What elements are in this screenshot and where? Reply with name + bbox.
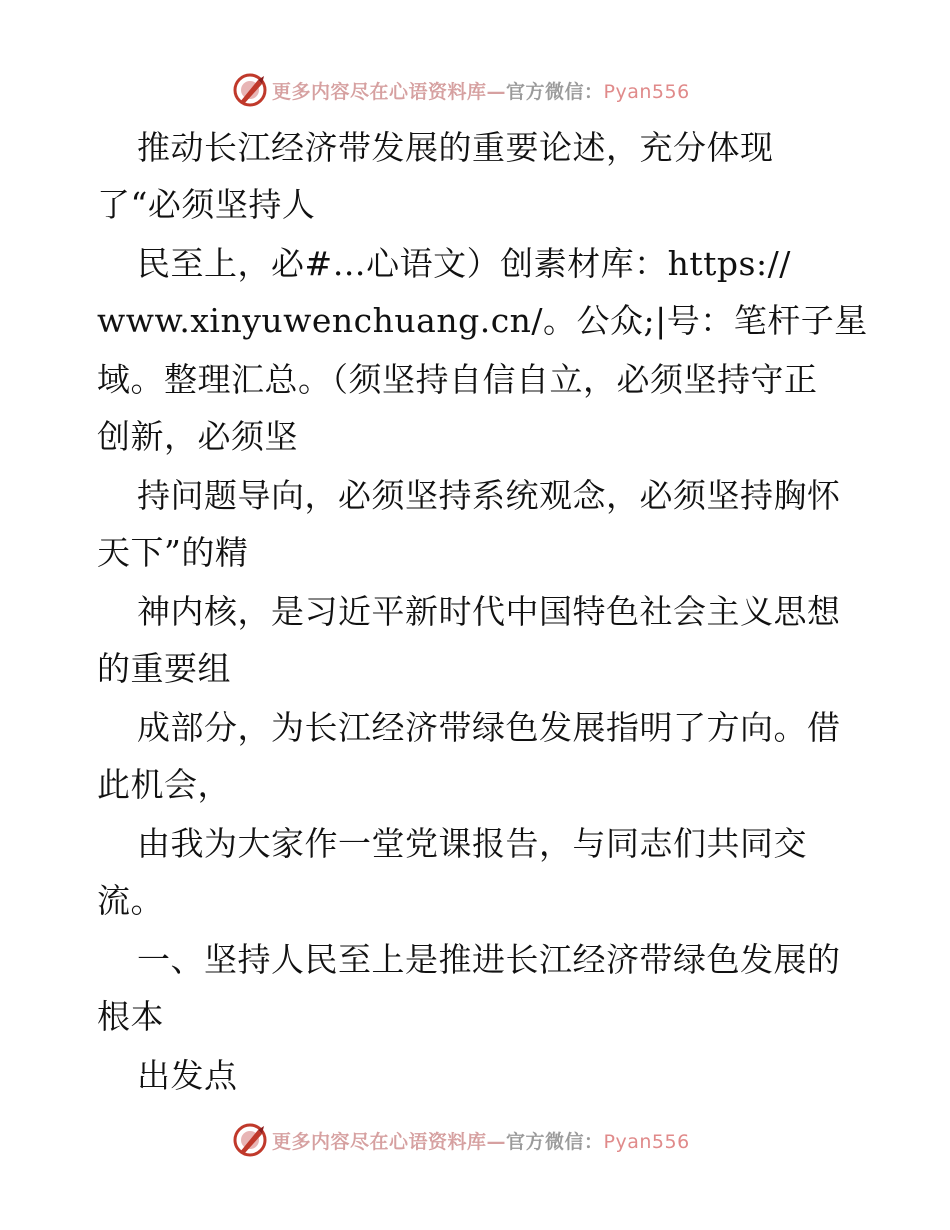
section-heading-line: 根本	[97, 997, 164, 1036]
body-line: 的重要组	[97, 649, 231, 688]
watermark-text: 更多内容尽在心语资料库—官方微信：Pyan556	[272, 1130, 690, 1153]
section-heading-line: 一、坚持人民至上是推进长江经济带绿色发展的	[137, 940, 841, 979]
watermark-text: 更多内容尽在心语资料库—官方微信：Pyan556	[272, 80, 690, 103]
body-line: 了“必须坚持人	[97, 185, 316, 224]
quill-logo-icon	[232, 72, 268, 108]
body-line: 由我为大家作一堂党课报告，与同志们共同交	[137, 824, 807, 863]
section-heading-line: 出发点	[137, 1056, 238, 1095]
body-line: 创新，必须坚	[97, 417, 298, 456]
body-line: 持问题导向，必须坚持系统观念，必须坚持胸怀	[137, 476, 841, 515]
body-line: www.xinyuwenchuang.cn/。公众;|号：笔杆子星	[97, 301, 868, 340]
body-line: 域。整理汇总。（须坚持自信自立，必须坚持守正	[97, 360, 818, 399]
watermark-header	[232, 70, 732, 110]
body-line: 此机会，	[97, 765, 231, 804]
body-line: 神内核，是习近平新时代中国特色社会主义思想	[137, 592, 841, 631]
body-line: 民至上，必#…心语文）创素材库：https://	[137, 244, 791, 283]
body-line: 流。	[97, 881, 164, 920]
body-line: 成部分，为长江经济带绿色发展指明了方向。借	[137, 708, 841, 747]
body-line: 推动长江经济带发展的重要论述，充分体现	[137, 128, 774, 167]
watermark-footer	[232, 1120, 732, 1160]
body-line: 天下”的精	[97, 533, 249, 572]
quill-logo-icon	[232, 1122, 268, 1158]
